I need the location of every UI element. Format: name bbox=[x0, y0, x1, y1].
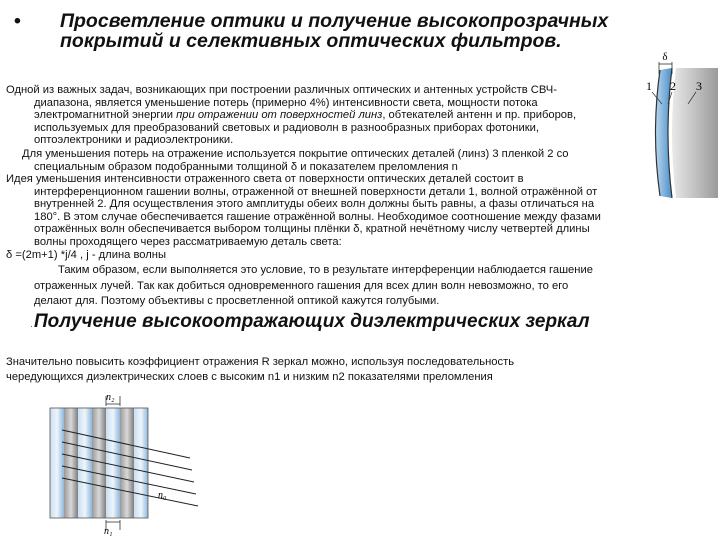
label-n1: n₁ bbox=[104, 526, 113, 536]
text-line: внутренней 2. Для осуществления этого амплитуды обеих волн должны быть равны, а фазы отличаться на bbox=[34, 198, 595, 211]
label-1: 1 bbox=[646, 79, 652, 93]
text-line: волны проходящего через рассматриваемую деталь света: bbox=[34, 235, 342, 248]
text-line: используемых для преобразований световых и радиоволн в разнообразных приборах фотоники, bbox=[34, 121, 539, 134]
text-line: чередующихся диэлектрических слоев с высоким n1 и низким n2 показателями преломления bbox=[6, 370, 493, 383]
heading-bullet: • bbox=[14, 10, 21, 32]
text-line: электромагнитной энергии при отражении от поверхностей линз, обтекателей антенн и пр. приборов, bbox=[34, 109, 577, 122]
text-line: Для уменьшения потерь на отражение используется покрытие оптических деталей (линз) 3 пленкой 2 со bbox=[22, 148, 569, 160]
layer-high bbox=[50, 408, 64, 518]
heading-bullet: · bbox=[30, 322, 33, 331]
text-line: отраженных лучей. Так как добиться одновременного гашения для всех длин волн невозможно, то его bbox=[34, 279, 569, 292]
text-line: интерференционном гашении волны, отраженной от внешней поверхности детали 1, волной отражённой от bbox=[34, 185, 598, 198]
text-line: Значительно повысить коэффициент отражения R зеркал можно, используя последовательность bbox=[6, 356, 515, 368]
heading-line-1: Просветление оптики и получение высокопрозрачных bbox=[60, 10, 609, 32]
layer-high bbox=[78, 408, 92, 518]
text-line: оптоэлектроники и радиоэлектроники. bbox=[34, 134, 234, 147]
label-2: 2 bbox=[670, 79, 676, 93]
label-n0: n₀ bbox=[158, 490, 167, 501]
text-line: Одной из важных задач, возникающих при построении различных оптических и антенных устройств СВЧ- bbox=[6, 84, 557, 96]
section-heading-mirrors: Получение высокоотражающих диэлектрических зеркал bbox=[34, 311, 590, 332]
text-line: специальным образом подобранными толщиной δ и показателем преломления n bbox=[34, 160, 458, 173]
layer-high bbox=[106, 408, 120, 518]
text-line: диапазона, является уменьшение потерь (примерно 4%) интенсивности света, мощности потока bbox=[34, 96, 538, 109]
formula: δ =(2m+1) *j/4 , j - длина волны bbox=[6, 248, 167, 261]
heading-line-2: покрытий и селективных оптических фильтров. bbox=[60, 30, 562, 52]
dielectric-mirror-figure bbox=[40, 390, 220, 536]
delta-label: δ bbox=[662, 51, 668, 63]
lens-coating-figure bbox=[638, 48, 718, 218]
text-line: Идея уменьшения интенсивности отраженного света от поверхности оптических деталей состоит в bbox=[6, 173, 524, 185]
text-line: отражённых волн обеспечивается выбором толщины плёнки δ, кратной нечётному числу четвертей длины bbox=[34, 223, 590, 236]
text-line: делают для. Поэтому объективы с просветленной оптикой кажутся голубыми. bbox=[34, 295, 440, 308]
lens-body bbox=[672, 68, 718, 198]
text-line: Таким образом, если выполняется это условие, то в результате интерференции наблюдается гашение bbox=[58, 264, 593, 277]
layer-high bbox=[134, 408, 148, 518]
label-3: 3 bbox=[696, 79, 702, 93]
italic-phrase: при отражении от поверхностей линз bbox=[176, 109, 383, 122]
text-line: 180°. В этом случае обеспечивается гашение отражённой волны. Необходимое соотношение между фазами bbox=[34, 210, 601, 223]
paragraph-interference bbox=[6, 173, 601, 308]
paragraph-mirrors bbox=[6, 356, 514, 383]
label-n2: n₂ bbox=[106, 392, 115, 403]
paragraph-coating bbox=[22, 148, 569, 173]
layer-low bbox=[64, 408, 78, 518]
layer-low bbox=[120, 408, 134, 518]
paragraph-intro bbox=[6, 84, 576, 147]
